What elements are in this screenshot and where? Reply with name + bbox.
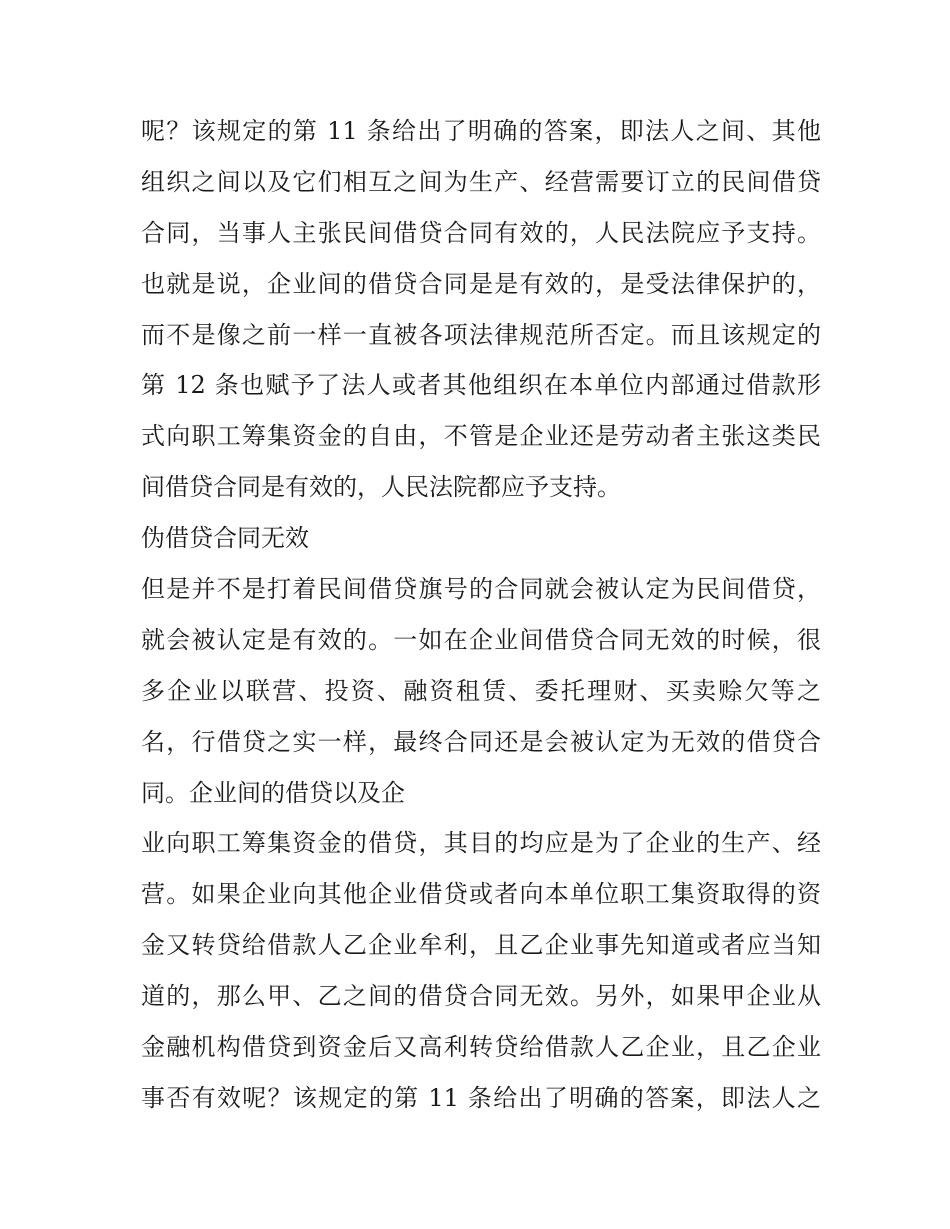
text-line: 间借贷合同是有效的，人民法院都应予支持。 — [141, 473, 621, 502]
text-line: 组织之间以及它们相互之间为生产、经营需要订立的民间借贷 — [141, 167, 821, 196]
text-line: 第 12 条也赋予了法人或者其他组织在本单位内部通过借款形 — [141, 371, 821, 400]
text-line: 营。如果企业向其他企业借贷或者向本单位职工集资取得的资 — [141, 880, 821, 909]
body-text — [141, 106, 821, 1124]
text-line: 伪借贷合同无效 — [141, 524, 309, 553]
text-line: 道的，那么甲、乙之间的借贷合同无效。另外，如果甲企业从 — [141, 982, 821, 1011]
text-line: 业向职工筹集资金的借贷，其目的均应是为了企业的生产、经 — [141, 829, 821, 858]
text-line: 同。企业间的借贷以及企 — [141, 778, 405, 807]
text-line: 也就是说，企业间的借贷合同是是有效的，是受法律保护的， — [141, 269, 821, 298]
text-line: 名，行借贷之实一样，最终合同还是会被认定为无效的借贷合 — [141, 727, 821, 756]
text-line: 呢？该规定的第 11 条给出了明确的答案，即法人之间、其他 — [141, 117, 821, 145]
text-line: 多企业以联营、投资、融资租赁、委托理财、买卖赊欠等之 — [141, 676, 821, 705]
text-line: 事否有效呢？该规定的第 11 条给出了明确的答案，即法人之 — [141, 1083, 821, 1112]
text-line: 但是并不是打着民间借贷旗号的合同就会被认定为民间借贷， — [141, 575, 821, 604]
text-line: 金融机构借贷到资金后又高利转贷给借款人乙企业，且乙企业 — [141, 1033, 821, 1062]
text-line: 就会被认定是有效的。一如在企业间借贷合同无效的时候，很 — [141, 625, 821, 654]
text-line: 金又转贷给借款人乙企业牟利，且乙企业事先知道或者应当知 — [141, 931, 821, 960]
text-line: 合同，当事人主张民间借贷合同有效的，人民法院应予支持。 — [141, 218, 821, 247]
text-line: 式向职工筹集资金的自由，不管是企业还是劳动者主张这类民 — [141, 422, 821, 451]
text-line: 而不是像之前一样一直被各项法律规范所否定。而且该规定的 — [141, 320, 821, 349]
